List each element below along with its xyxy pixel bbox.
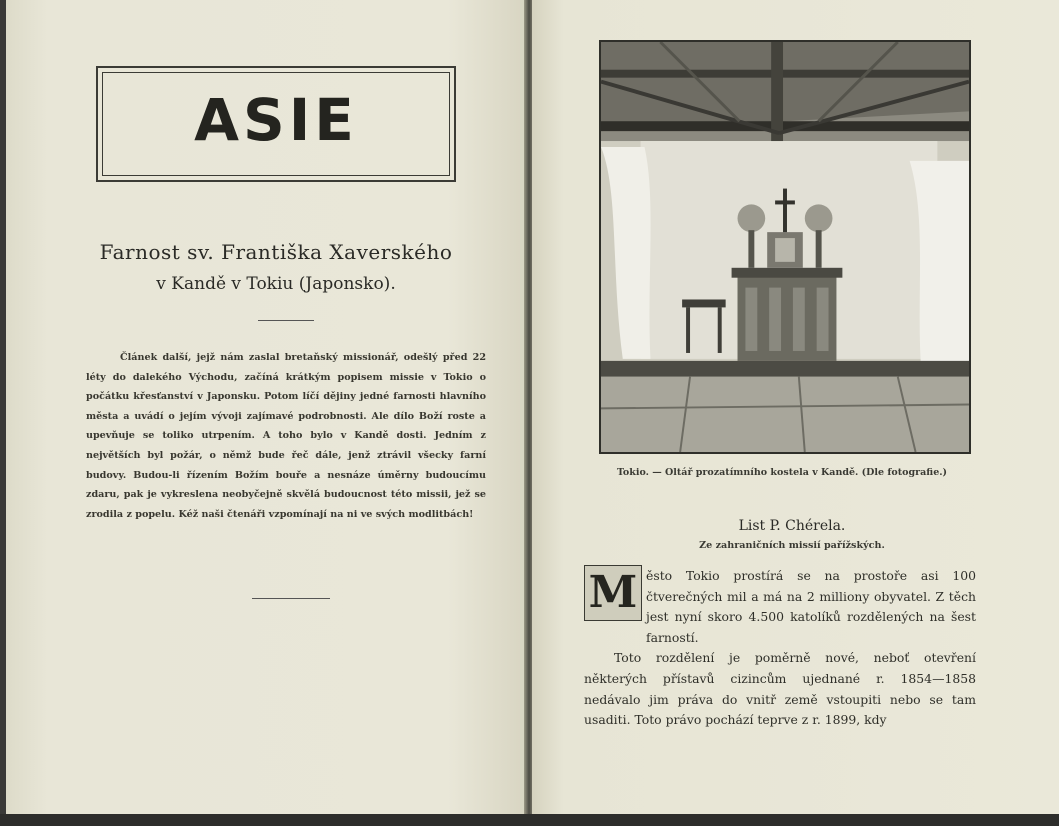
letter-body — [584, 566, 976, 731]
bottom-edge — [0, 814, 1059, 826]
left-page — [6, 0, 526, 826]
letter-title: List P. Chérela. — [738, 518, 846, 534]
section-title: ASIE — [194, 86, 358, 154]
divider-rule — [258, 320, 314, 321]
decorative-initial: M — [584, 565, 642, 621]
intro-paragraph: Článek další, jejž nám zaslal bretaňský missionář, odešlý před 22 léty do dalekého Východu, začíná krátkým popisem missie v Tokio o počátku křesťanství v Japonsku. Potom líčí dějiny jedné farnosti hlavního města a uvádí o jejím vývoji zajímavé podrobnosti. Ale dílo Boží roste a upevňuje se toliko utrpením. A toho bylo v Kandě dosti. Jedním z největších byl požár, o němž bude řeč dále, jenž ztrávil všecky farní budovy. Budou-li řízením Božím bouře a nesnáze úměrny budoucímu zdaru, pak je vykreslena neobyčejně skvělá budoucnost této missii, jež se zrodila z popelu. Kéž naši čtenáři vzpomínají na ni ve svých modlitbách! — [86, 352, 486, 520]
right-page — [532, 0, 1059, 826]
divider-rule — [252, 598, 330, 599]
title-frame — [96, 66, 456, 182]
altar-photo-icon — [599, 40, 971, 454]
article-subheading: v Kandě v Tokiu (Japonsko). — [156, 274, 396, 294]
letter-paragraph-1: ěsto Tokio prostírá se na prostoře asi 100 čtverečných mil a má na 2 milliony obyvatel. Z těch jest nyní skoro 4.500 katolíků rozdělených na šest farností. — [646, 568, 976, 645]
letter-subtitle: Ze zahraničních missií pařížských. — [699, 540, 885, 551]
article-heading: Farnost sv. Františka Xaverského — [99, 240, 453, 264]
letter-paragraph-2: Toto rozdělení je poměrně nové, neboť otevření některých přístavů cizincům ujednané r. 1854—1858 nedávalo jim práva do vnitř země vstoupiti nebo se tam usaditi. Toto právo pochází teprve z r. 1899, kdy — [584, 650, 976, 728]
photo-caption: Tokio. — Oltář prozatímního kostela v Kandě. (Dle fotografie.) — [616, 467, 948, 478]
